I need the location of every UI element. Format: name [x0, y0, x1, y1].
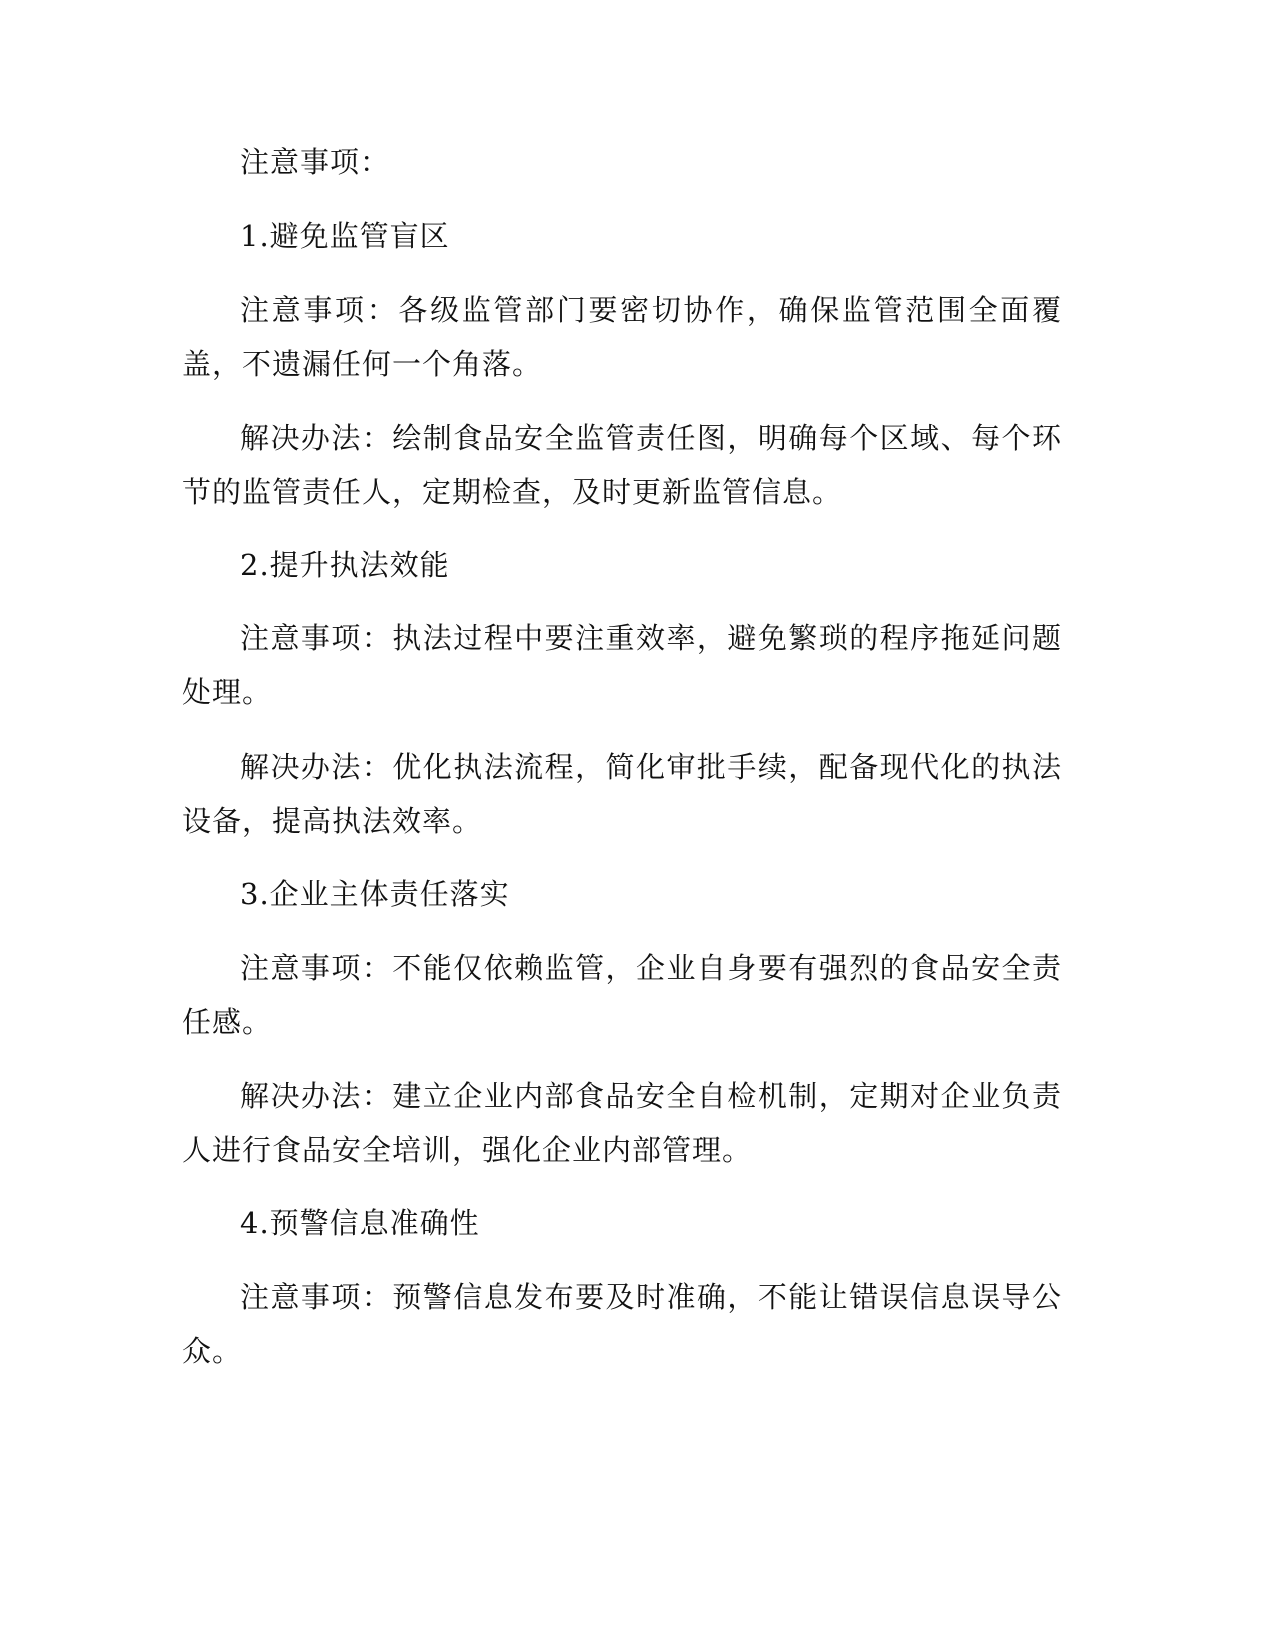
section-heading-1: 1.避免监管盲区 [240, 219, 450, 253]
section-3-solution: 解决办法：建立企业内部食品安全自检机制，定期对企业负责人进行食品安全培训，强化企业内部管理。 [182, 1079, 1062, 1167]
section-heading-2: 2.提升执法效能 [240, 548, 450, 582]
section-1-solution: 解决办法：绘制食品安全监管责任图，明确每个区域、每个环节的监管责任人，定期检查，及时更新监管信息。 [182, 421, 1062, 509]
section-heading-3: 3.企业主体责任落实 [240, 877, 510, 911]
section-heading-4: 4.预警信息准确性 [240, 1206, 480, 1240]
notes-heading: 注意事项： [240, 145, 391, 179]
section-3-notes: 注意事项：不能仅依赖监管，企业自身要有强烈的食品安全责任感。 [182, 951, 1062, 1039]
section-4-notes: 注意事项：预警信息发布要及时准确，不能让错误信息误导公众。 [182, 1280, 1062, 1368]
section-2-solution: 解决办法：优化执法流程，简化审批手续，配备现代化的执法设备，提高执法效率。 [182, 750, 1062, 838]
section-2-notes: 注意事项：执法过程中要注重效率，避免繁琐的程序拖延问题处理。 [182, 621, 1062, 709]
section-1-notes: 注意事项：各级监管部门要密切协作，确保监管范围全面覆盖，不遗漏任何一个角落。 [182, 293, 1062, 381]
